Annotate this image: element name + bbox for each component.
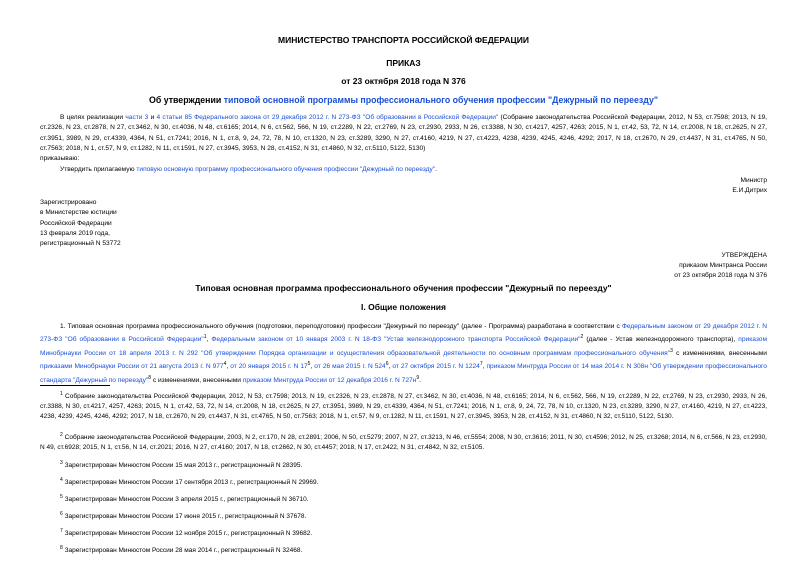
footnote-text: Зарегистрирован Минюстом России 3 апреля 2015 г., регистрационный N 36710. xyxy=(64,496,309,504)
law-link-part3[interactable]: части 3 xyxy=(125,114,149,121)
footnote-text: Зарегистрирован Минюстом России 17 сентября 2013 г., регистрационный N 29969. xyxy=(64,479,319,487)
order-292-link[interactable]: приказом Минобрнауки России от 18 апреля 2013 г. N 292 "Об утверждении Порядка организации и осуществления образовательной деятельности по основным программам профессионального обучения" xyxy=(40,336,767,357)
preamble-text-c: (Собрание законодательства Российской Федерации, 2012, N 53, ст.7598; 2013, N 19, ст.2326, N 23, ст.2878, N 27, ст.3462, N 30, ст.4036, N 48, ст.6165; 2014, N 6, ст.562, 566, N 19, ст.2289, N 22, ст.2769, N 23, ст.2930, 2933, N 26, ст.3388, N 30, ст.4217, 4257, 4263; 2015, N 1, ст.42, 53, 72, N 14, ст.2008, N 18, ст.2625, N 27, ст.3951, 3989, N 29, ст.4339, 4364, N 51, ст.7241; 2016, N 1, ст.8, 9, 24, 72, 78, N 10, ст.1320, N 23, ст.3289, 3290, N 27, ст.4160, 4219, N 27, ст.4223, 4238, 4239, 4245, 4246, 4292; 2017, N 18, ст.2670, N 29, ст.4437, N 31, ст.4765, N 50, ст.7563; 2018, N 1, ст.57, N 9, ст.1282, N 11, ст.1591, N 27, ст.3945, 3953, N 28, ст.4152, N 31, ст.4860, N 32, ст.5110, 5122, 5130) xyxy=(40,114,767,152)
footnote-2: $^2$ Собрание законодательства Российской Федерации, 2003, N 2, ст.170, N 28, ст.2891; 2006, N 50, ст.5279; 2007, N 27, ст.3213, N 46, ст.5554; 2008, N 30, ст.3616; 2011, N 30, ст.4596; 2012, N 25, ст.3268; 2014, N 6, ст.566, N 23, ст.2930, N 49, ст.6928; 2015, N 1, ст.56, N 14, ст.2021; 2016, N 27, ст.4160; 2017, N 18, ст.2662, N 30, ст.4457; 2018, N 17, ст.2422, N 31, ст.4842, N 32, ст.5105. xyxy=(40,432,767,452)
registration-line: в Министерстве юстиции xyxy=(40,209,117,217)
footnote-3: $^3$ Зарегистрирован Минюстом России 15 мая 2013 г., регистрационный N 28395. xyxy=(60,460,303,470)
footnote-5: $^5$ Зарегистрирован Минюстом России 3 апреля 2015 г., регистрационный N 36710. xyxy=(60,494,309,504)
preamble-text-a: В целях реализации xyxy=(60,114,126,121)
section-heading: I. Общие положения xyxy=(361,302,446,312)
item1-text-g: , xyxy=(388,363,393,371)
footnote-divider xyxy=(40,385,110,386)
approved-line: приказом Минтранса России xyxy=(679,262,767,269)
program-title: Типовая основная программа профессионального обучения профессии "Дежурный по переезду" xyxy=(195,283,612,293)
footnote-text: Собрание законодательства Российской Федерации, 2003, N 2, ст.170, N 28, ст.2891; 2006, N 50, ст.5279; 2007, N 27, ст.3213, N 46, ст.5554; 2008, N 30, ст.3616; 2011, N 30, ст.4596; 2012, N 25, ст.3268; 2014, N 6, ст.566, N 23, ст.2930, N 49, ст.6928; 2015, N 1, ст.56, N 14, ст.2021; 2016, N 27, ст.4160; 2017, N 18, ст.2662, N 30, ст.4457; 2018, N 17, ст.2422, N 31, ст.4842, N 32, ст.5105. xyxy=(40,434,767,452)
signature-position: Министр xyxy=(740,177,767,184)
footnote-7: $^7$ Зарегистрирован Минюстом России 12 ноября 2015 г., регистрационный N 39682. xyxy=(60,528,313,538)
preamble-paragraph xyxy=(40,113,767,154)
footnote-text: Собрание законодательства Российской Федерации, 2012, N 53, ст.7598; 2013, N 19, ст.2326, N 23, ст.2878, N 27, ст.3462, N 30, ст.4036, N 48, ст.6165; 2014, N 6, ст.562, 566, N 19, ст.2289, N 22, ст.2769, N 23, ст.2930, 2933, N 26, ст.3388, N 30, ст.4217, 4257, 4263; 2015, N 1, ст.42, 53, 72, N 14, ст.2008, N 18, ст.2625, N 27, ст.3951, 3989, N 29, ст.4339, 4364, N 51, ст.7241; 2016, N 1, ст.8, 9, 24, 72, 78, N 10, ст.1320, N 23, ст.3289, 3290, N 27, ст.4160, 4219, N 27, ст.4223, 4238, 4239, 4245, 4246, 4292; 2017, N 18, ст.2670, N 29, ст.4437, N 31, ст.4765, N 50, ст.7563; 2018, N 1, ст.57, N 9, ст.1282, N 11, ст.1591, N 27, ст.3945, 3953, N 28, ст.4152, N 31, ст.4860, N 32, ст.5110, 5122, 5130. xyxy=(40,393,767,421)
footnote-6: $^6$ Зарегистрирован Минюстом России 17 июня 2015 г., регистрационный N 37678. xyxy=(60,511,307,521)
approve-text-a: Утвердить прилагаемую xyxy=(60,166,137,173)
approved-line: УТВЕРЖДЕНА xyxy=(721,252,767,259)
item1-text-a: 1. Типовая основная программа профессионального обучения (подготовки, переподготовки) профессии "Дежурный по переезду" (далее - Программа) разработана в соответствии с xyxy=(60,323,622,330)
item1-text-c: (далее - Устав железнодорожного транспорта), xyxy=(583,336,739,344)
order-727n-link[interactable]: приказом Минтруда России от 12 декабря 2016 г. N 727н xyxy=(242,376,417,384)
footnote-text: Зарегистрирован Минюстом России 28 мая 2014 г., регистрационный N 32468. xyxy=(64,547,303,555)
item1-text-d: с изменениями, внесенными xyxy=(672,349,767,357)
law-link-273fz[interactable]: 4 статьи 85 Федерального закона от 29 декабря 2012 г. N 273-ФЗ "Об образовании в Российской Федерации" xyxy=(156,114,499,121)
order-1224-link[interactable]: от 27 октября 2015 г. N 1224 xyxy=(392,363,480,371)
law-273fz-link[interactable]: Федеральным законом от 29 декабря 2012 г. N 273-ФЗ "Об образовании в Российской Федерации" xyxy=(40,323,767,344)
approved-line: от 23 октября 2018 года N 376 xyxy=(674,272,767,279)
preamble-text-b: и xyxy=(148,114,157,121)
item1-text-h: , xyxy=(482,363,487,371)
item1-text-e: , xyxy=(226,363,231,371)
order-title-link[interactable]: типовой основной программы профессионального обучения профессии "Дежурный по переезду" xyxy=(223,95,659,105)
signature-name: Е.И.Дитрих xyxy=(732,187,767,194)
doc-type-heading: ПРИКАЗ xyxy=(386,58,421,68)
order-title-prefix: Об утверждении xyxy=(148,95,224,105)
date-number-heading: от 23 октября 2018 года N 376 xyxy=(341,76,466,86)
item1-text-i: с изменениями, внесенными xyxy=(151,376,243,384)
registration-line: Российской Федерации xyxy=(40,219,112,227)
program-item-1: 1. Типовая основная программа профессионального обучения (подготовки, переподготовки) профессии "Дежурный по переезду" (далее - Программа) разработана в соответствии с Федеральным законом от 29 декабря 2012 г. N 273-ФЗ "Об образовании в Российской Федерации"$^1$, Федеральным законом от 10 января 2003 г. N 18-ФЗ "Устав железнодорожного транспорта Российской Федерации"$^2$ (далее - Устав железнодорожного транспорта), приказом Минобрнауки России от 18 апреля 2013 г. N 292 "Об утверждении Порядка организации и осуществления образовательной деятельности по основным программам профессионального обучения"$^3$ с изменениями, внесенными приказами Минобрнауки России от 21 августа 2013 г. N $977^4$, от 20 января 2015 г. N $17^5$, от 26 мая 2015 г. N $524^6$, от 27 октября 2015 г. N 1224$^7$, приказом Минтруда России от 14 мая 2014 г. N 308н "Об утверждении профессионального стандарта "Дежурный по переезду"$^8$ с изменениями, внесенными приказом Минтруда России от 12 декабря 2016 г. N $727н^9$. xyxy=(40,323,767,384)
item1-text-f: , xyxy=(310,363,315,371)
item1-text-j: . xyxy=(419,376,421,384)
registration-line: 13 февраля 2019 года, xyxy=(40,229,110,237)
footnote-text: Зарегистрирован Минюстом России 12 ноября 2015 г., регистрационный N 39682. xyxy=(64,530,313,538)
footnote-8: $^8$ Зарегистрирован Минюстом России 28 мая 2014 г., регистрационный N 32468. xyxy=(60,545,303,555)
registration-line: Зарегистрировано xyxy=(40,199,97,206)
order-word: приказываю: xyxy=(40,155,80,162)
approve-text-b: . xyxy=(435,166,437,173)
registration-line: регистрационный N 53772 xyxy=(40,240,121,248)
registration-block xyxy=(40,198,767,249)
signature-block xyxy=(732,176,767,196)
footnote-4: $^4$ Зарегистрирован Минюстом России 17 сентября 2013 г., регистрационный N 29969. xyxy=(60,477,319,487)
footnote-text: Зарегистрирован Минюстом России 17 июня 2015 г., регистрационный N 37678. xyxy=(64,513,307,521)
ministry-heading: МИНИСТЕРСТВО ТРАНСПОРТА РОССИЙСКОЙ ФЕДЕРАЦИИ xyxy=(278,35,529,45)
order-308n-link[interactable]: приказом Минтруда России от 14 мая 2014 г. N 308н "Об утверждении профессионального стандарта "Дежурный по переезду" xyxy=(40,363,767,384)
approved-block xyxy=(674,251,767,281)
order-977-link[interactable]: приказами Минобрнауки России от 21 августа 2013 г. N 977 xyxy=(40,363,224,371)
footnote-1: $^1$ Собрание законодательства Российской Федерации, 2012, N 53, ст.7598; 2013, N 19, ст.2326, N 23, ст.2878, N 27, ст.3462, N 30, ст.4036, N 48, ст.6165; 2014, N 6, ст.562, 566, N 19, ст.2289, N 22, ст.2769, N 23, ст.2930, 2933, N 26, ст.3388, N 30, ст.4217, 4257, 4263; 2015, N 1, ст.42, 53, 72, N 14, ст.2008, N 18, ст.2625, N 27, ст.3951, 3989, N 29, ст.4339, 4364, N 51, ст.7241; 2016, N 1, ст.8, 9, 24, 72, 78, N 10, ст.1320, N 23, ст.3289, 3290, N 27, ст.4160, 4219, N 27, ст.4223, 4238, 4239, 4245, 4246, 4292; 2017, N 18, ст.2670, N 29, ст.4437, N 31, ст.4765, N 50, ст.7563; 2018, N 1, ст.57, N 9, ст.1282, N 11, ст.1591, N 27, ст.3945, 3953, N 28, ст.4152, N 31, ст.4860, N 32, ст.5110, 5122, 5130. xyxy=(40,391,767,421)
order-title xyxy=(0,95,807,105)
approve-paragraph xyxy=(40,165,767,175)
order-524-link[interactable]: от 26 мая 2015 г. N 524 xyxy=(314,363,386,371)
footnote-text: Зарегистрирован Минюстом России 15 мая 2013 г., регистрационный N 28395. xyxy=(64,462,303,470)
item1-text-b: , xyxy=(206,336,212,344)
program-link[interactable]: типовую основную программу профессионального обучения профессии "Дежурный по переезду" xyxy=(136,166,436,173)
law-18fz-link[interactable]: Федеральным законом от 10 января 2003 г. N 18-ФЗ "Устав железнодорожного транспорта Российской Федерации" xyxy=(211,336,581,344)
order-17-link[interactable]: от 20 января 2015 г. N 17 xyxy=(230,363,308,371)
